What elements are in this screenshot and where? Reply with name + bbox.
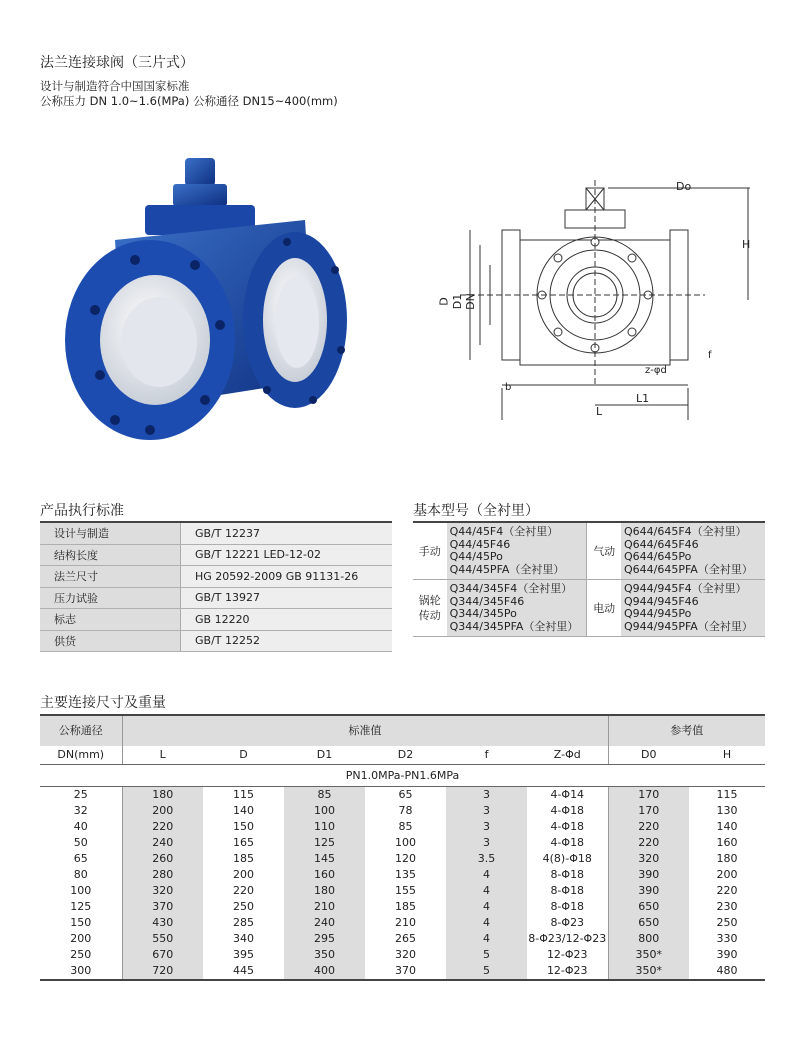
table-cell: 78: [398, 804, 413, 817]
subtitle-standard: 设计与制造符合中国国家标准: [40, 79, 190, 93]
table-cell: 390: [608, 883, 689, 899]
models-table: [413, 521, 765, 637]
table-cell: 390: [608, 867, 689, 883]
model-item: Q644/645PFA（全衬里）: [623, 562, 753, 576]
table-cell: 445: [203, 963, 284, 980]
header-dn: 公称通径: [40, 715, 122, 746]
table-cell: 80: [73, 868, 88, 881]
standards-key: 标志: [40, 609, 181, 631]
dim-label-zd: z-φd: [645, 365, 667, 376]
table-cell: 220: [608, 835, 689, 851]
dim-label-b: b: [505, 382, 512, 393]
dim-label-h: H: [742, 238, 751, 251]
model-item: Q44/45F46: [449, 537, 511, 551]
table-cell: 210: [395, 916, 416, 929]
table-cell: 370: [365, 963, 446, 980]
table-cell: 180: [284, 883, 365, 899]
table-cell: 430: [122, 915, 203, 931]
dim-label-d1: D1: [451, 293, 465, 310]
table-cell: 670: [122, 947, 203, 963]
table-cell: 250: [70, 948, 92, 961]
standards-row: [40, 630, 392, 652]
table-cell: 4-Φ14: [550, 788, 585, 801]
valve-photo: [55, 150, 365, 460]
table-cell: 400: [284, 963, 365, 980]
standards-value: GB/T 12221 LED-12-02: [181, 544, 393, 566]
table-cell: 32: [73, 804, 88, 817]
table-cell: 480: [689, 963, 765, 980]
standards-key: 供货: [40, 630, 181, 652]
table-cell: 650: [608, 915, 689, 931]
model-list-worm: [447, 580, 587, 637]
table-cell: 4(8)-Φ18: [542, 852, 592, 865]
table-cell: 4-Φ18: [550, 804, 585, 817]
standards-value: HG 20592-2009 GB 91131-26: [181, 566, 393, 588]
column-header: D1: [284, 746, 365, 765]
model-item: Q44/45Po: [449, 550, 503, 563]
table-cell: 8-Φ23: [550, 916, 585, 929]
table-cell: 250: [716, 916, 738, 929]
model-item: Q44/45F4（全衬里）: [449, 525, 559, 538]
table-cell: 320: [122, 883, 203, 899]
table-cell: 3.5: [446, 851, 527, 867]
table-cell: 320: [608, 851, 689, 867]
table-cell: 125: [284, 835, 365, 851]
table-cell: 140: [716, 820, 738, 833]
table-cell: 250: [233, 900, 254, 913]
model-item: Q944/945PFA（全衬里）: [623, 619, 753, 633]
table-cell: 265: [395, 932, 416, 945]
column-header: D2: [365, 746, 446, 765]
model-item: Q944/945F4（全衬里）: [623, 582, 747, 595]
header-standard: 标准值: [122, 715, 608, 746]
table-cell: 200: [233, 868, 254, 881]
table-cell: 350*: [608, 963, 689, 980]
dimensions-table: [40, 714, 765, 981]
model-label-manual: 手动: [413, 522, 447, 580]
table-cell: 65: [73, 852, 88, 865]
table-cell: 85: [398, 820, 413, 833]
dimensions-heading: 主要连接尺寸及重量: [40, 695, 166, 711]
standards-key: 压力试验: [40, 587, 181, 609]
table-cell: 220: [122, 819, 203, 835]
dim-label-dn: DN: [463, 293, 477, 310]
table-cell: 340: [233, 932, 254, 945]
table-cell: 295: [284, 931, 365, 947]
table-cell: 130: [716, 804, 738, 817]
table-cell: 170: [608, 787, 689, 804]
standards-value: GB 12220: [181, 609, 393, 631]
table-cell: 350: [284, 947, 365, 963]
model-list-electric: [621, 580, 765, 637]
table-cell: 160: [716, 836, 738, 849]
model-label-electric: 电动: [587, 580, 621, 637]
standards-key: 法兰尺寸: [40, 566, 181, 588]
pressure-row: PN1.0MPa-PN1.6MPa: [40, 765, 765, 787]
column-header: Z-Φd: [527, 746, 608, 765]
standards-value: GB/T 13927: [181, 587, 393, 609]
model-item: Q644/645F46: [623, 537, 699, 551]
table-cell: 390: [716, 948, 738, 961]
header-reference: 参考值: [608, 715, 765, 746]
model-item: Q644/645Po: [623, 550, 692, 563]
dim-label-f: f: [708, 350, 712, 361]
standards-row: [40, 544, 392, 566]
page-title: 法兰连接球阀（三片式）: [40, 55, 194, 71]
table-cell: 200: [70, 932, 92, 945]
table-cell: 720: [122, 963, 203, 980]
column-header: f: [446, 746, 527, 765]
table-row: [40, 803, 765, 819]
table-cell: 180: [122, 787, 203, 804]
model-item: Q344/345F4（全衬里）: [449, 582, 573, 595]
column-header: L: [122, 746, 203, 765]
table-cell: 12-Φ23: [527, 963, 608, 980]
table-row: [40, 851, 765, 867]
standards-heading: 产品执行标准: [40, 503, 124, 519]
table-cell: 200: [716, 868, 738, 881]
table-cell: 160: [284, 867, 365, 883]
table-cell: 8-Φ18: [550, 900, 585, 913]
table-cell: 180: [716, 852, 738, 865]
standards-table: [40, 521, 392, 652]
table-cell: 40: [73, 820, 88, 833]
dim-label-l1: L1: [636, 392, 650, 405]
models-heading: 基本型号（全衬里）: [413, 503, 539, 519]
table-cell: 280: [122, 867, 203, 883]
table-cell: 370: [122, 899, 203, 915]
table-cell: 220: [716, 884, 738, 897]
table-row: [40, 947, 765, 963]
table-cell: 100: [284, 803, 365, 819]
table-cell: 50: [73, 836, 88, 849]
standards-key: 设计与制造: [40, 522, 181, 544]
table-cell: 5: [446, 963, 527, 980]
table-cell: 200: [122, 803, 203, 819]
table-cell: 150: [233, 820, 254, 833]
table-cell: 155: [395, 884, 416, 897]
table-cell: 12-Φ23: [546, 948, 588, 961]
model-list-pneumatic: [621, 522, 765, 580]
table-cell: 110: [284, 819, 365, 835]
table-cell: 100: [70, 884, 92, 897]
model-label-pneumatic: 气动: [587, 522, 621, 580]
table-row: [40, 835, 765, 851]
table-cell: 210: [284, 899, 365, 915]
table-cell: 3: [446, 803, 527, 819]
table-row: [40, 963, 765, 980]
table-cell: 115: [716, 788, 738, 801]
dim-label-d: D: [437, 297, 451, 306]
table-cell: 260: [122, 851, 203, 867]
table-cell: 300: [40, 963, 122, 980]
table-cell: 4: [446, 867, 527, 883]
table-cell: 240: [284, 915, 365, 931]
table-cell: 320: [395, 948, 416, 961]
table-cell: 65: [398, 788, 413, 801]
table-cell: 4: [446, 899, 527, 915]
dim-label-l: L: [596, 405, 603, 418]
model-label-worm: [413, 580, 447, 637]
table-row: [40, 867, 765, 883]
table-cell: 3: [446, 819, 527, 835]
model-list-manual: [447, 522, 587, 580]
table-cell: 150: [70, 916, 92, 929]
table-cell: 4-Φ18: [550, 836, 585, 849]
table-cell: 85: [284, 787, 365, 804]
table-cell: 4: [446, 915, 527, 931]
table-cell: 185: [395, 900, 416, 913]
table-cell: 115: [233, 788, 254, 801]
model-item: Q944/945Po: [623, 607, 692, 620]
table-cell: 4: [446, 931, 527, 947]
table-cell: 4-Φ18: [550, 820, 585, 833]
table-cell: 185: [233, 852, 254, 865]
standards-row: [40, 587, 392, 609]
table-row: [40, 915, 765, 931]
table-cell: 8-Φ23/12-Φ23: [528, 932, 607, 945]
column-header: H: [689, 746, 765, 765]
table-cell: 220: [233, 884, 254, 897]
model-item: Q944/945F46: [623, 594, 699, 608]
table-cell: 220: [608, 819, 689, 835]
table-cell: 550: [122, 931, 203, 947]
model-item: Q344/345Po: [449, 607, 517, 620]
table-row: [40, 819, 765, 835]
table-cell: 3: [446, 835, 527, 851]
table-cell: 100: [395, 836, 416, 849]
table-cell: 240: [122, 835, 203, 851]
table-cell: 8-Φ18: [550, 868, 585, 881]
model-item: Q44/45PFA（全衬里）: [449, 562, 565, 576]
table-cell: 395: [233, 948, 254, 961]
model-item: Q344/345F46: [449, 594, 525, 608]
table-cell: 230: [716, 900, 738, 913]
standards-row: [40, 522, 392, 544]
table-cell: 135: [395, 868, 416, 881]
standards-key: 结构长度: [40, 544, 181, 566]
table-row: [40, 883, 765, 899]
model-label-worm-2: 传动: [418, 609, 441, 622]
column-header: D: [203, 746, 284, 765]
table-cell: 8-Φ18: [550, 884, 585, 897]
table-cell: 330: [716, 932, 738, 945]
table-cell: 125: [70, 900, 92, 913]
dim-label-do: Do: [676, 180, 692, 193]
valve-technical-drawing: [430, 170, 770, 430]
table-cell: 4: [446, 883, 527, 899]
table-cell: 170: [608, 803, 689, 819]
table-cell: 285: [233, 916, 254, 929]
model-item: Q344/345PFA（全衬里）: [449, 619, 579, 633]
table-cell: 650: [608, 899, 689, 915]
table-row: [40, 931, 765, 947]
table-cell: 140: [233, 804, 254, 817]
subtitle-pressure: 公称压力 DN 1.0~1.6(MPa) 公称通径 DN15~400(mm): [40, 94, 338, 108]
standards-value: GB/T 12237: [181, 522, 393, 544]
table-cell: 5: [446, 947, 527, 963]
model-label-worm-1: 锅轮: [418, 594, 441, 607]
table-cell: 3: [446, 787, 527, 804]
table-cell: 800: [608, 931, 689, 947]
table-cell: 25: [73, 788, 88, 801]
table-cell: 145: [284, 851, 365, 867]
table-cell: 120: [395, 852, 416, 865]
column-header: DN(mm): [40, 746, 122, 765]
table-cell: 165: [233, 836, 254, 849]
standards-value: GB/T 12252: [181, 630, 393, 652]
standards-row: [40, 566, 392, 588]
table-row: [40, 787, 765, 804]
standards-row: [40, 609, 392, 631]
table-row: [40, 899, 765, 915]
model-item: Q644/645F4（全衬里）: [623, 525, 747, 538]
column-header: D0: [608, 746, 689, 765]
table-cell: 350*: [608, 947, 689, 963]
